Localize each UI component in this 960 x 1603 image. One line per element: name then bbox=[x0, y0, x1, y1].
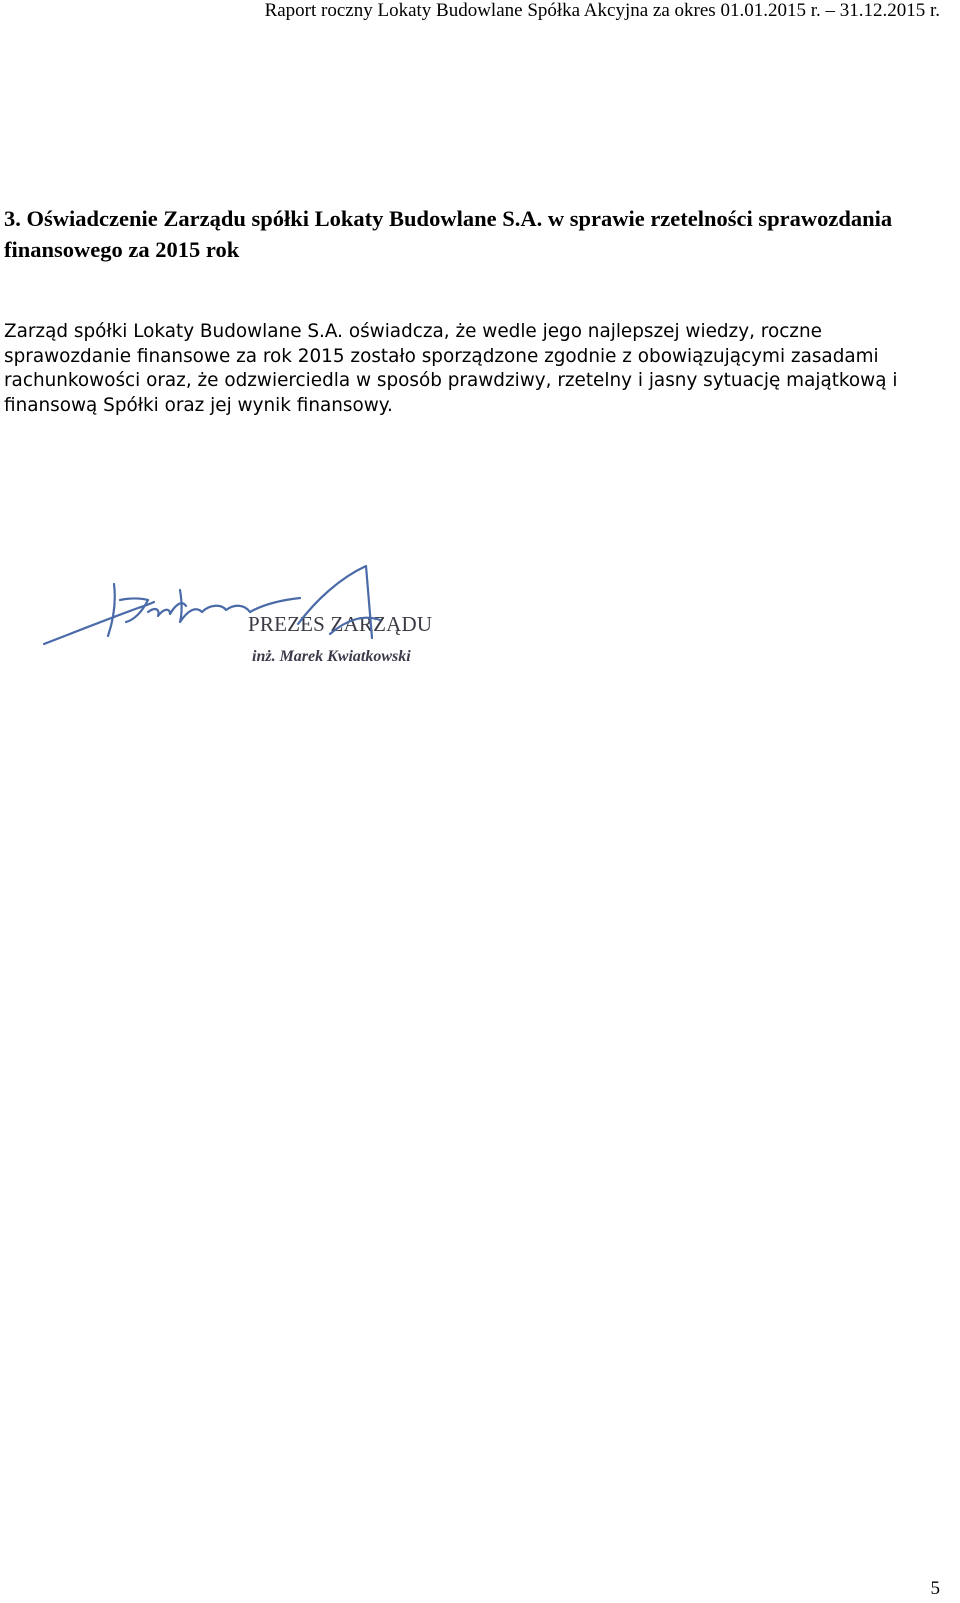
section-heading: 3. Oświadczenie Zarządu spółki Lokaty Budowlane S.A. w sprawie rzetelności sprawozdania finansowego za 2015 rok bbox=[4, 206, 893, 262]
signature-block bbox=[30, 560, 450, 680]
stamp-title: PREZES ZARZĄDU bbox=[248, 612, 433, 636]
handwritten-signature bbox=[30, 560, 450, 680]
page-number: 5 bbox=[930, 1578, 940, 1599]
running-header: Raport roczny Lokaty Budowlane Spółka Akcyjna za okres 01.01.2015 r. – 31.12.2015 r. bbox=[264, 0, 940, 21]
statement-paragraph: Zarząd spółki Lokaty Budowlane S.A. oświadcza, że wedle jego najlepszej wiedzy, roczne sprawozdanie finansowe za rok 2015 zostało sporządzone zgodnie z obowiązującymi zasadami rachunkowości oraz, że odzwierciedla w sposób prawdziwy, rzetelny i jasny sytuację majątkową i finansową Spółki oraz jej wynik finansowy. bbox=[4, 321, 898, 416]
stamp-name: inż. Marek Kwiatkowski bbox=[252, 648, 411, 665]
